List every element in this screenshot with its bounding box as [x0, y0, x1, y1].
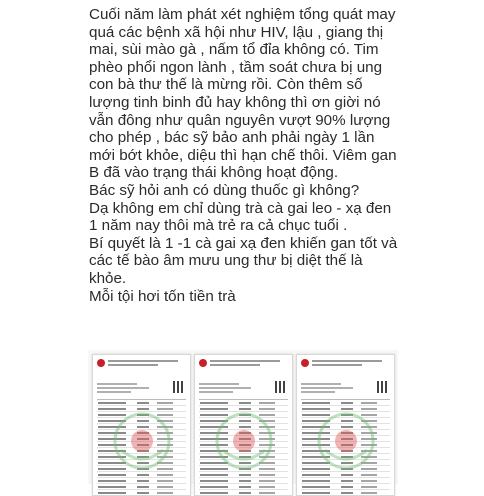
- post-paragraph-closing: Mỗi tội hơi tốn tiền trà: [89, 287, 236, 305]
- qr-code-icon: [275, 381, 287, 393]
- watermark-logo-icon: [315, 410, 377, 472]
- qr-code-icon: [377, 381, 389, 393]
- hospital-logo-icon: [301, 359, 309, 367]
- qr-code-icon: [173, 381, 185, 393]
- post-paragraph-question: Bác sỹ hỏi anh có dùng thuốc gì không?: [89, 181, 360, 199]
- lab-report-gallery: [88, 350, 398, 484]
- lab-report-image[interactable]: [296, 354, 395, 496]
- watermark-logo-icon: [111, 410, 173, 472]
- post-paragraph-results: Cuối năm làm phát xét nghiệm tổng quát may quá các bệnh xã hội như HIV, lậu , giang thị mai, sùi mào gà , nấm tổ đỉa không có. Tim phèo phổi ngon lành , tầm soát chưa bị ung con bà thư thế là mừng rồi. Còn thêm số lượng tinh binh đủ hay không thì ơn giời nó vẫn đông như quân nguyên vượt 90% lượng cho phép , bác sỹ bảo anh phải ngày 1 lần mới bớt khỏe, diệu thì hạn chế thôi. Viêm gan B đã vào trạng thái không hoạt động.: [89, 6, 397, 182]
- post-paragraph-secret: Bí quyết là 1 -1 cà gai xạ đen khiến gan tốt và các tế bào âm mưu ung thư bị diệt thế là khỏe.: [89, 234, 398, 287]
- post-text: [89, 6, 399, 305]
- hospital-logo-icon: [97, 359, 105, 367]
- lab-report-image[interactable]: [92, 354, 191, 496]
- lab-report-image[interactable]: [194, 354, 293, 496]
- watermark-logo-icon: [213, 410, 275, 472]
- post-paragraph-answer: Dạ không em chỉ dùng trà cà gai leo - xạ đen 1 năm nay thôi mà trẻ ra cả chục tuổi .: [89, 199, 392, 235]
- hospital-logo-icon: [199, 359, 207, 367]
